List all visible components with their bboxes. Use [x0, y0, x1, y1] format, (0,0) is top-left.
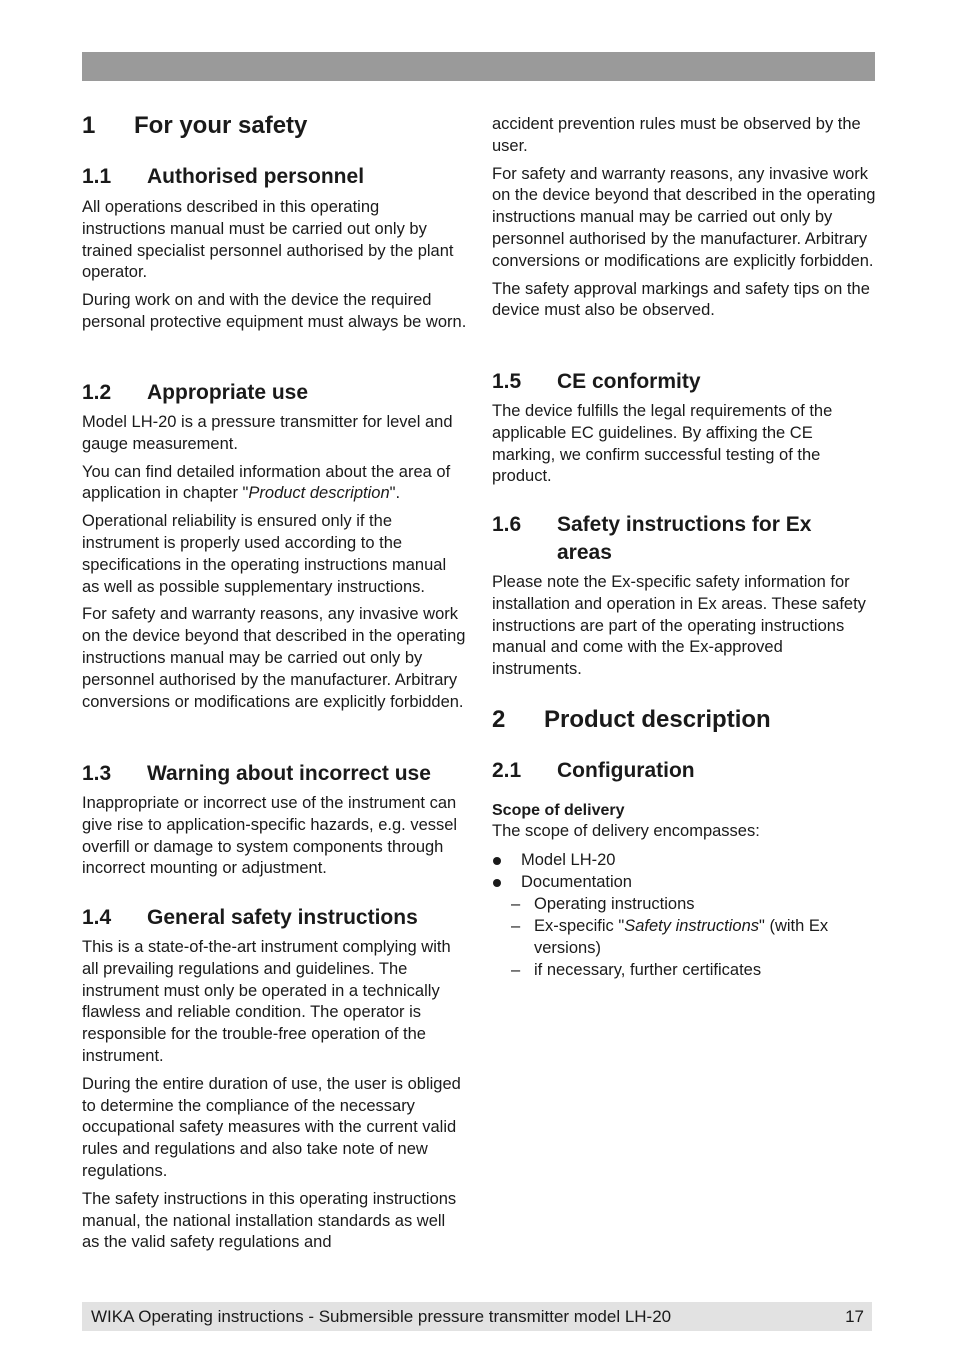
- heading-1-4: [82, 904, 467, 932]
- section-1-4-continued: [492, 114, 877, 322]
- heading-number: 1.2: [82, 381, 112, 404]
- heading-number: 2: [492, 706, 506, 733]
- section-1-2-body: [82, 412, 467, 713]
- heading-title: Product description: [544, 706, 771, 733]
- heading-number: 1.5: [492, 370, 522, 393]
- heading-number: 1.6: [492, 513, 522, 536]
- footer-title: WIKA Operating instructions - Submersible pressure transmitter model LH-20: [91, 1307, 672, 1326]
- paragraph: Model LH-20 is a pressure transmitter for level and gauge measurement.: [82, 413, 453, 453]
- paragraph: During the entire duration of use, the user is obliged to determine the compliance of the necessary occupational safety measures with the current valid rules and regulations and also take note of new regulations.: [82, 1074, 461, 1180]
- paragraph: The scope of delivery encompasses:: [492, 822, 760, 840]
- heading-title: CE conformity: [557, 370, 701, 393]
- heading-2-1: [492, 757, 877, 785]
- paragraph: The safety approval markings and safety tips on the device must also be observed.: [492, 279, 870, 320]
- document-reference: Safety instructions: [624, 916, 760, 935]
- heading-1-3: [82, 760, 467, 788]
- paragraph: During work on and with the device the required personal protective equipment must always be worn.: [82, 291, 467, 331]
- dash-icon: –: [511, 894, 521, 913]
- heading-1-5: [492, 368, 877, 396]
- bullet-icon: [493, 857, 501, 865]
- list-item-label: Documentation: [521, 872, 632, 891]
- paragraph: [82, 462, 467, 506]
- sublist-item: [492, 959, 877, 981]
- heading-number: 1.1: [82, 165, 112, 188]
- heading-number: 2.1: [492, 759, 522, 782]
- heading-title: Configuration: [557, 759, 695, 782]
- heading-number: 1: [82, 112, 96, 139]
- heading-1-2: [82, 379, 467, 407]
- section-1-1-body: [82, 197, 467, 334]
- heading-number: 1.3: [82, 762, 112, 785]
- heading-1: [82, 112, 467, 140]
- heading-1-6: [492, 511, 877, 567]
- section-2-1-body: [492, 800, 877, 981]
- heading-title: Safety instructions for Ex areas: [557, 513, 812, 564]
- paragraph: Inappropriate or incorrect use of the instrument can give rise to application-specific hazards, e.g. vessel overfill or damage to system components through incorrect mounting or adjustment.: [82, 794, 458, 878]
- list-item-label: Model LH-20: [521, 850, 616, 869]
- scope-of-delivery-label: Scope of delivery: [492, 802, 625, 819]
- text: You can find detailed information about the area of application in chapter ": [82, 462, 451, 503]
- bullet-icon: [493, 879, 501, 887]
- heading-title: Authorised personnel: [147, 165, 365, 188]
- paragraph: For safety and warranty reasons, any invasive work on the device beyond that described in the operating instructions manual may be carried out only by personnel authorised by the manufacturer. Arbitrary conversions or modifications are explicitly forbidden.: [492, 164, 876, 270]
- delivery-list: [492, 849, 877, 893]
- section-1-5-body: [492, 401, 877, 488]
- list-item: [492, 849, 877, 871]
- text: Ex-specific ": [534, 916, 625, 935]
- sublist-item: [492, 893, 877, 915]
- heading-title: General safety instructions: [147, 906, 418, 929]
- heading-title: Appropriate use: [147, 381, 309, 404]
- section-1-3-body: [82, 793, 467, 880]
- page-number: 17: [845, 1307, 864, 1326]
- heading-1-1: [82, 163, 467, 191]
- list-item: [492, 871, 877, 893]
- section-1-6-body: [492, 572, 877, 681]
- paragraph: The device fulfills the legal requirements of the applicable EC guidelines. By affixing the CE marking, we confirm successful testing of the product.: [492, 402, 833, 486]
- chapter-reference: Product description: [248, 484, 390, 503]
- heading-title: For your safety: [134, 112, 308, 139]
- section-1-4-body: [82, 937, 467, 1254]
- paragraph: The safety instructions in this operating instructions manual, the national installation standards as well as the valid safety regulations and: [82, 1189, 457, 1252]
- heading-number: 1.4: [82, 906, 112, 929]
- sublist-item: [492, 915, 877, 959]
- text: ".: [389, 484, 401, 503]
- paragraph: This is a state-of-the-art instrument complying with all prevailing regulations and guidelines. The instrument must only be operated in a technically flawless and reliable condition. The operator is responsible for the trouble-free operation of the instrument.: [82, 938, 451, 1065]
- paragraph: accident prevention rules must be observed by the user.: [492, 115, 861, 155]
- paragraph: Please note the Ex-specific safety information for installation and operation in Ex areas. These safety instructions are part of the operating instructions manual and come with the Ex-approved instruments.: [492, 573, 866, 679]
- footer: [82, 1302, 872, 1331]
- sublist-item-label: Operating instructions: [534, 894, 695, 913]
- text: " (with Ex versions): [534, 916, 829, 957]
- paragraph: Operational reliability is ensured only if the instrument is properly used according to the specifications in the operating instructions manual as well as possible supplementary instructions.: [82, 512, 447, 596]
- paragraph: For safety and warranty reasons, any invasive work on the device beyond that described in the operating instructions manual may be carried out only by personnel authorised by the manufacturer. Arbitrary conversions or modifications are explicitly forbidden.: [82, 605, 466, 711]
- heading-2: [492, 706, 877, 734]
- paragraph: All operations described in this operating instructions manual must be carried out only by trained specialist personnel authorised by the plant operator.: [82, 198, 454, 282]
- heading-title: Warning about incorrect use: [147, 762, 431, 785]
- dash-icon: –: [511, 960, 521, 979]
- dash-icon: –: [511, 916, 521, 935]
- sublist-item-label: if necessary, further certificates: [534, 960, 762, 979]
- header-bar: [82, 52, 875, 81]
- documentation-sublist: [492, 893, 877, 981]
